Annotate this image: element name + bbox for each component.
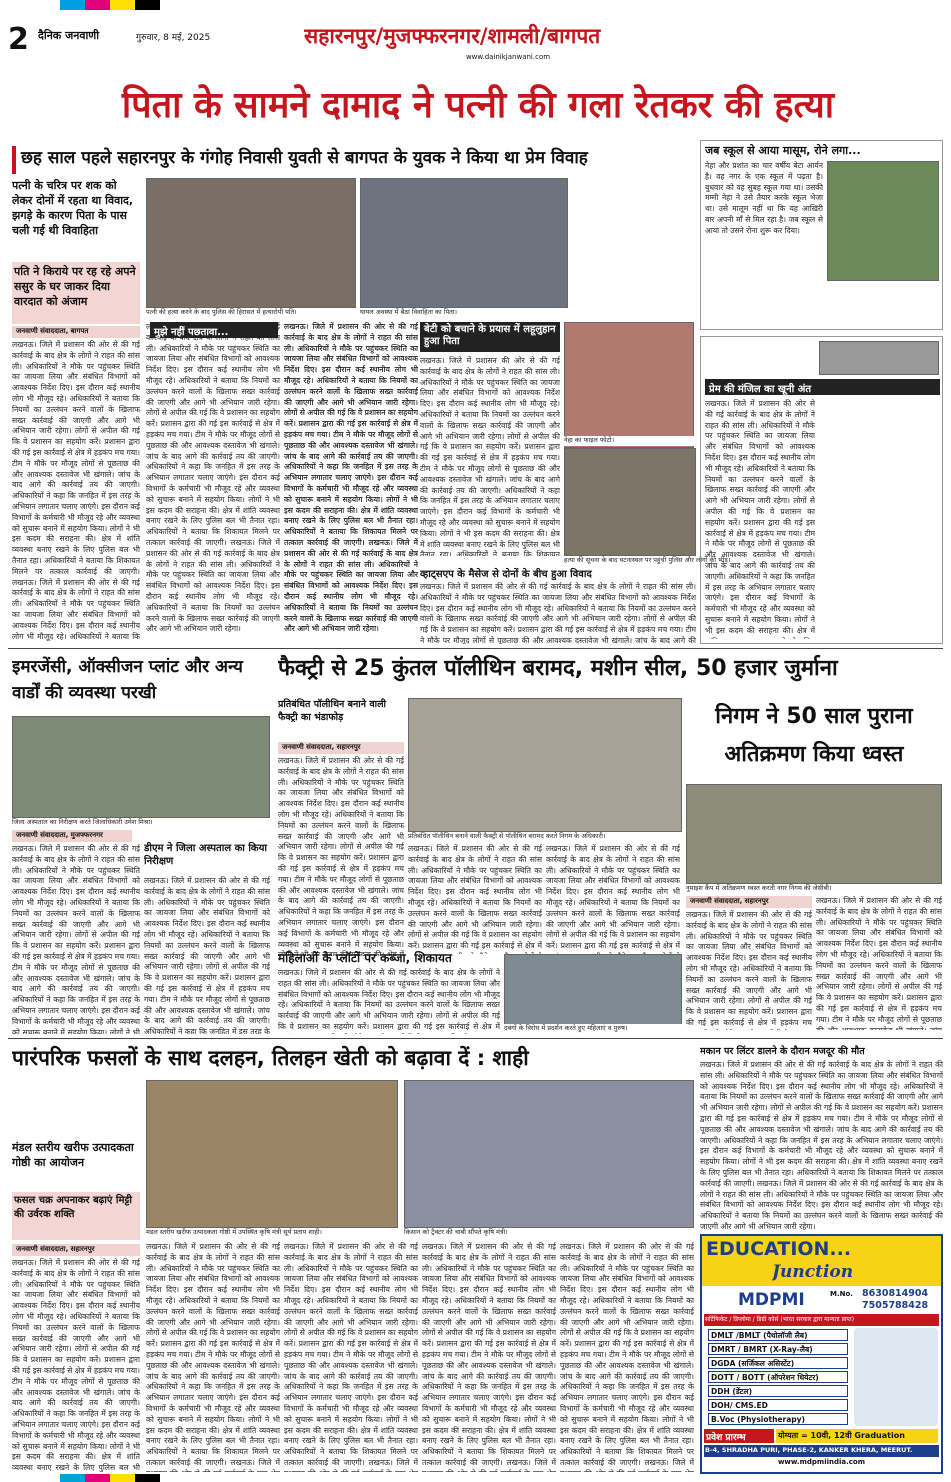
photo-accused-in-custody — [146, 178, 356, 308]
whatsapp-title: व्हाट्सएप के मैसेज से दोनों के बीच हुआ विवाद — [420, 569, 592, 580]
page-number: 2 — [8, 22, 29, 57]
photo-hospital — [12, 716, 270, 818]
crops-side-title-1: मंडल स्तरीय खरीफ उत्पादकता गोष्ठी का आयोजन — [12, 1141, 134, 1169]
ad-web: www.mdpmiindia.com — [777, 1458, 866, 1466]
encroachment-byline: जनवाणी संवाददाता, सहारनपुर — [686, 896, 812, 908]
inset-father-title: बेटी को बचाने के प्रयास में लहूलुहान हुआ पिता — [420, 322, 560, 352]
emergency-byline: जनवाणी संवाददाता, मुजफ्फरनगर — [12, 830, 132, 842]
emergency-headline: इमरजेंसी, ऑक्सीजन प्लांट और अन्य वार्डों की व्यवस्था परखी — [12, 657, 243, 703]
photo-factory — [408, 698, 682, 832]
emergency-photo-caption: जिला अस्पताल का निरीक्षण करते जिलाधिकारी उमेश मिश्रा। — [12, 818, 270, 828]
rule-2 — [8, 1038, 943, 1039]
crops-body-5 — [560, 1242, 694, 1472]
school-box-text: नेहा और प्रशांत का चार वर्षीय बेटा आर्यन है। वह नगर के एक स्कूल में पढ़ता है। बुधवार को वह सुबह स्कूल गया था। उसकी मम्मी नेहा ने उसे तैयार करके स्कूल भेजा था। उसे मालूम नहीं था कि यह आखिरी बार अपनी माँ से मिल रहा है। जब स्कूल से आया तो उसने रोना शुरू कर दिया। — [705, 161, 823, 235]
encroachment-body-2 — [816, 896, 942, 1030]
photo-jcb — [686, 784, 942, 884]
section-title: सहारनपुर/मुजफ्फरनगर/शामली/बागपत — [304, 24, 601, 48]
ad-phone-label: M.No. — [830, 1290, 853, 1298]
ad-doctor-image — [854, 1328, 938, 1426]
ad-course-0: DMLT /BMLT (पैथोलॉजी लैब) — [708, 1329, 848, 1341]
ad-course-3: DOTT / BOTT (ऑपरेशन थियेटर) — [708, 1371, 848, 1383]
crops-side-title-2: फसल चक्र अपनाकर बढ़ाएं मिट्टी की उर्वरक शक्ति — [12, 1192, 140, 1240]
photo-tractor — [404, 1080, 694, 1228]
photo-caption-3: नेहा का फाइल फोटो। — [564, 436, 694, 446]
inset-no-regret-title: मुझे नहीं पछतावा... — [150, 322, 278, 338]
lead-subheadline: छह साल पहले सहारनपुर के गंगोह निवासी युवती से बागपत के युवक ने किया था प्रेम विवाह — [12, 146, 692, 174]
photo-caption-2: घायल अवस्था में बैठा विवाहिता का पिता। — [360, 308, 568, 318]
ad-admission: प्रवेश प्रारम्भ — [704, 1429, 774, 1443]
ad-course-6: B.Voc (Physiotherapy) — [708, 1413, 848, 1425]
ad-banner — [702, 1236, 941, 1286]
photo-crowd — [564, 448, 696, 556]
lead-body-col-1 — [12, 340, 140, 642]
factory-body-2 — [408, 844, 542, 954]
ad-institute: MDPMI — [738, 1290, 805, 1310]
lead-headline: पिता के सामने दामाद ने पत्नी की गला रेतकर की हत्या — [121, 85, 835, 126]
rule-1 — [8, 648, 943, 649]
love-box — [700, 336, 943, 644]
crops-photo-caption-2: किसान को ट्रैक्टर की चाबी सौंपते कृषि मंत्री। — [404, 1228, 694, 1238]
factory-body-1 — [278, 756, 404, 956]
ad-phone-1: 8630814904 — [862, 1288, 929, 1299]
death-headline: मकान पर लिंटर डालने के दौरान मजदूर की मौत — [700, 1046, 865, 1057]
encroachment-photo-caption: नुमाइश कैंप में अतिक्रमण ध्वस्त करती नगर निगम की जेसीबी। — [686, 884, 942, 894]
website: www.dainikjanwani.com — [465, 53, 551, 61]
education-ad — [700, 1234, 943, 1474]
photo-protest — [504, 954, 682, 1032]
love-box-text — [705, 399, 815, 639]
ad-brand-line-2: Junction — [772, 1262, 854, 1282]
emergency-body-1 — [12, 844, 140, 1034]
factory-byline: जनवाणी संवाददाता, सहारनपुर — [278, 742, 404, 754]
ad-eligibility: योग्यता = 10वी, 12वी Graduation — [776, 1429, 938, 1443]
lead-highlight-2: पति ने किराये पर रह रहे अपने ससुर के घर जाकर दिया वारदात को अंजाम — [12, 262, 140, 324]
women-plot-headline: महिलाओं के प्लॉटों पर कब्जा, शिकायत — [278, 951, 452, 965]
lead-byline: जनवाणी संवाददाता, बागपत — [12, 326, 140, 338]
lead-body-col-2 — [146, 322, 280, 642]
ad-course-1: DMRT / BMRT (X-Ray-लैब) — [708, 1343, 848, 1355]
women-plot-photo-caption: दबंगों के विरोध में प्रदर्शन करते हुए महिलाएं व पुरुष। — [504, 1024, 682, 1034]
school-box-title: जब स्कूल से आया मासूम, रोने लगा... — [705, 144, 861, 157]
photo-child — [827, 161, 939, 281]
photo-injured-father — [360, 178, 568, 308]
photo-seminar — [146, 1080, 398, 1228]
registration-mark-bottom — [60, 1474, 160, 1482]
crops-body-3 — [284, 1242, 418, 1472]
emergency-inset-title: डीएम ने जिला अस्पताल का किया निरीक्षण — [144, 843, 267, 867]
women-plot-body — [278, 968, 500, 1034]
whatsapp-box — [420, 566, 696, 646]
ad-address: B-4, SHRADHA PURI, PHASE-2, KANKER KHERA, MEERUT. — [704, 1445, 939, 1457]
school-box — [700, 140, 943, 330]
emergency-body-2 — [144, 876, 270, 1034]
crops-photo-caption-1: मंडल स्तरीय खरीफ उत्पादकता गोष्ठी में उपस्थित कृषि मंत्री सूर्य प्रताप शाही। — [146, 1228, 398, 1238]
registration-mark-top — [60, 0, 160, 10]
encroachment-body-1 — [686, 910, 812, 1030]
lead-body-col-5 — [420, 356, 560, 556]
whatsapp-text — [420, 582, 696, 644]
ad-courses-header: सर्टिफिकेट / डिप्लोमा / डिग्री कोर्स (भारत सरकार द्वारा मान्यता प्राप्त) — [704, 1314, 939, 1326]
paper-name: दैनिक जनवाणी — [38, 29, 100, 42]
lead-highlight-1: पत्नी के चरित्र पर शक को लेकर दोनों में रहता था विवाद, झगड़े के कारण पिता के पास चली गई थी विवाहिता — [12, 179, 134, 237]
factory-body-3 — [546, 844, 680, 954]
ad-course-2: DGDA (सर्जिकल असिस्टेंट) — [708, 1357, 848, 1369]
ad-phone-2: 7505788428 — [862, 1300, 929, 1311]
photo-caption-1: पत्नी की हत्या करने के बाद पुलिस की हिरासत में हत्यारोपी पति। — [146, 308, 356, 318]
crops-body-1 — [12, 1258, 140, 1472]
death-body — [700, 1060, 943, 1230]
photo-caption-4: हत्या की सूचना के बाद घटनास्थल पर पहुंची पुलिस और लोगों की भीड़। — [564, 556, 734, 566]
issue-date: गुरुवार, 8 मई, 2025 — [136, 33, 211, 43]
crops-byline: जनवाणी संवाददाता, सहारनपुर — [12, 1244, 140, 1256]
crops-body-4 — [422, 1242, 556, 1472]
factory-kicker: प्रतिबंधित पॉलीथिन बनाने वाली फैक्ट्री का भंडाफोड़ — [278, 699, 386, 723]
photo-neha-file — [564, 322, 694, 448]
love-box-photo — [819, 341, 939, 375]
crops-body-2 — [146, 1242, 280, 1472]
ad-course-5: DOH/ CMS.ED — [708, 1399, 848, 1411]
factory-photo-caption: प्रतिबंधित पॉलीथिन बनाने वाली फैक्ट्री से पॉलीथिन बरामद करते निगम के अधिकारी। — [408, 832, 682, 842]
factory-headline: फैक्ट्री से 25 कुंतल पॉलीथिन बरामद, मशीन सील, 50 हजार जुर्माना — [278, 656, 838, 681]
crops-headline: पारंपरिक फसलों के साथ दलहन, तिलहन खेती को बढ़ावा दें : शाही — [12, 1046, 529, 1070]
lead-body-col-4 — [284, 322, 418, 642]
love-box-title: प्रेम की मंजिल का खूनी अंत — [705, 379, 940, 395]
ad-course-4: DDH (डेंटल) — [708, 1385, 848, 1397]
ad-brand-line-1: EDUCATION... — [706, 1238, 852, 1260]
encroachment-headline: निगम ने 50 साल पुराना अतिक्रमण किया ध्वस्त — [715, 704, 913, 767]
masthead — [8, 22, 943, 64]
